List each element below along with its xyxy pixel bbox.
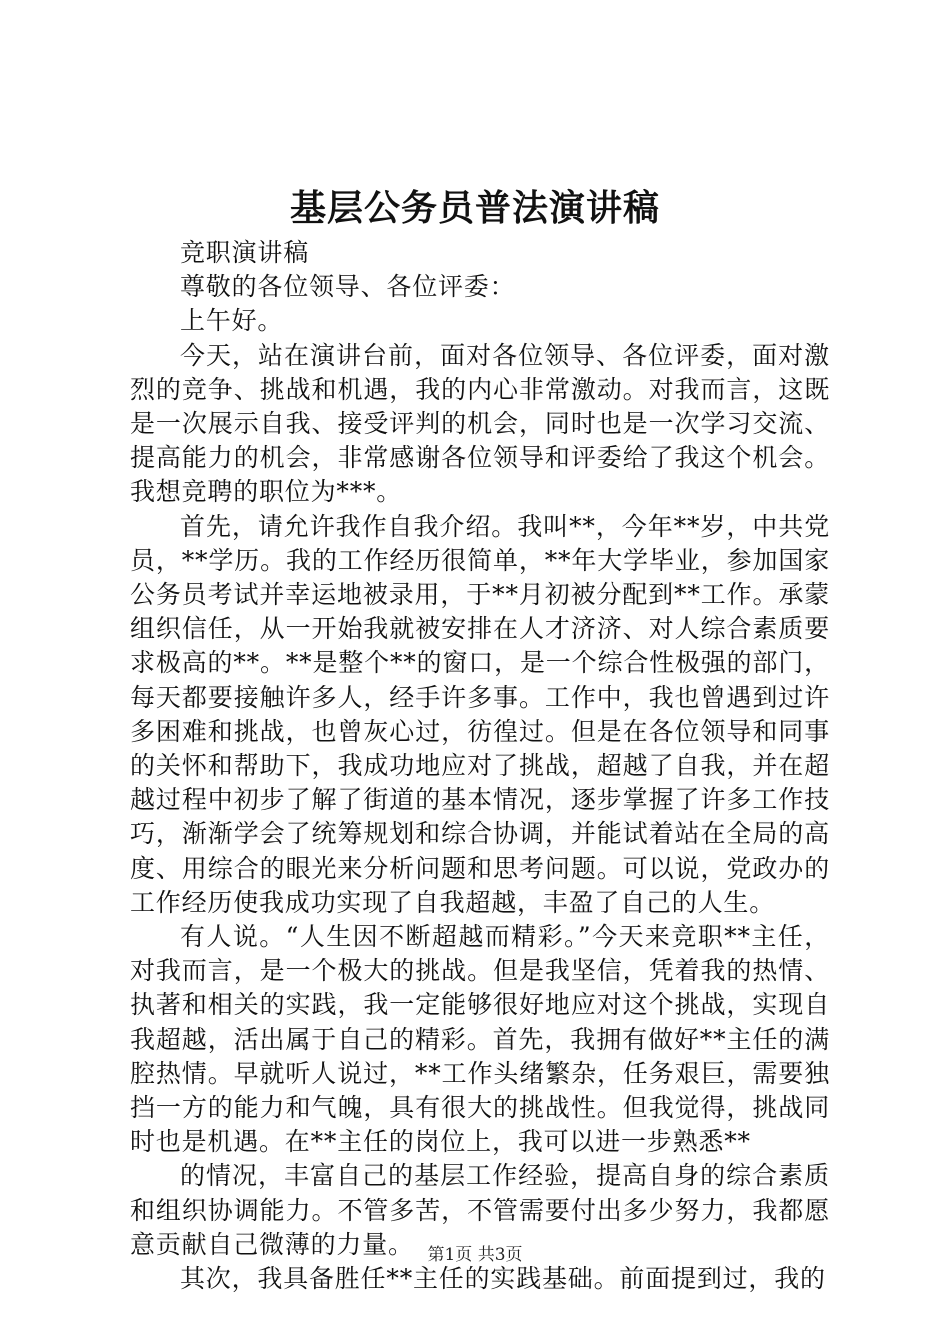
paragraph-heading: 竞职演讲稿 [180,238,310,267]
paragraph-salutation: 尊敬的各位领导、各位评委： [180,272,516,302]
paragraph-opening: 今天，站在演讲台前，面对各位领导、各位评委，面对激烈的竞争、挑战和机遇，我的内心非常激动。对我而言，这既是一次展示自我、接受评判的机会，同时也是一次学习交流、提高能力的机会，非常感谢各位领导和评委给了我这个机会。我想竞聘的职位为***。 [130,340,830,507]
document-title: 基层公务员普法演讲稿 [289,187,660,229]
paragraph-greeting: 上午好。 [180,306,284,336]
paragraph-self-introduction: 首先，请允许我作自我介绍。我叫**，今年**岁，中共党员，**学历。我的工作经历很简单，**年大学毕业，参加国家公务员考试并幸运地被录用，于**月初被分配到**工作。承蒙组织信任，从一开始我就被安排在人才济济、对人综合素质要求极高的**。**是整个**的窗口，是一个综合性极强的部门，每天都要接触许多人，经手许多事。工作中，我也曾遇到过许多困难和挑战，也曾灰心过，彷徨过。但是在各位领导和同事的关怀和帮助下，我成功地应对了挑战，超越了自我，并在超越过程中初步了解了街道的基本情况，逐步掌握了许多工作技巧，渐渐学会了统筹规划和综合协调，并能试着站在全局的高度、用综合的眼光来分析问题和思考问题。可以说，党政办的工作经历使我成功实现了自我超越，丰盈了自己的人生。 [130,511,830,917]
paragraph-second-point: 其次，我具备胜任**主任的实践基础。前面提到过，我的 [180,1264,826,1294]
paragraph-continuation: 的情况，丰富自己的基层工作经验，提高自身的综合素质和组织协调能力。不管多苦，不管需要付出多少努力，我都愿意贡献自己微薄的力量。 [130,1161,830,1259]
document-body [130,236,830,1296]
paragraph-challenge: 有人说。“人生因不断超越而精彩。”今天来竞职**主任，对我而言，是一个极大的挑战。但是我坚信，凭着我的热情、执著和相关的实践，我一定能够很好地应对这个挑战，实现自我超越，活出属于自己的精彩。首先，我拥有做好**主任的满腔热情。早就听人说过，**工作头绪繁杂，任务艰巨，需要独挡一方的能力和气魄，具有很大的挑战性。但我觉得，挑战同时也是机遇。在**主任的岗位上，我可以进一步熟悉** [130,922,830,1157]
page-footer: 第1页 共3页 [427,1245,523,1265]
